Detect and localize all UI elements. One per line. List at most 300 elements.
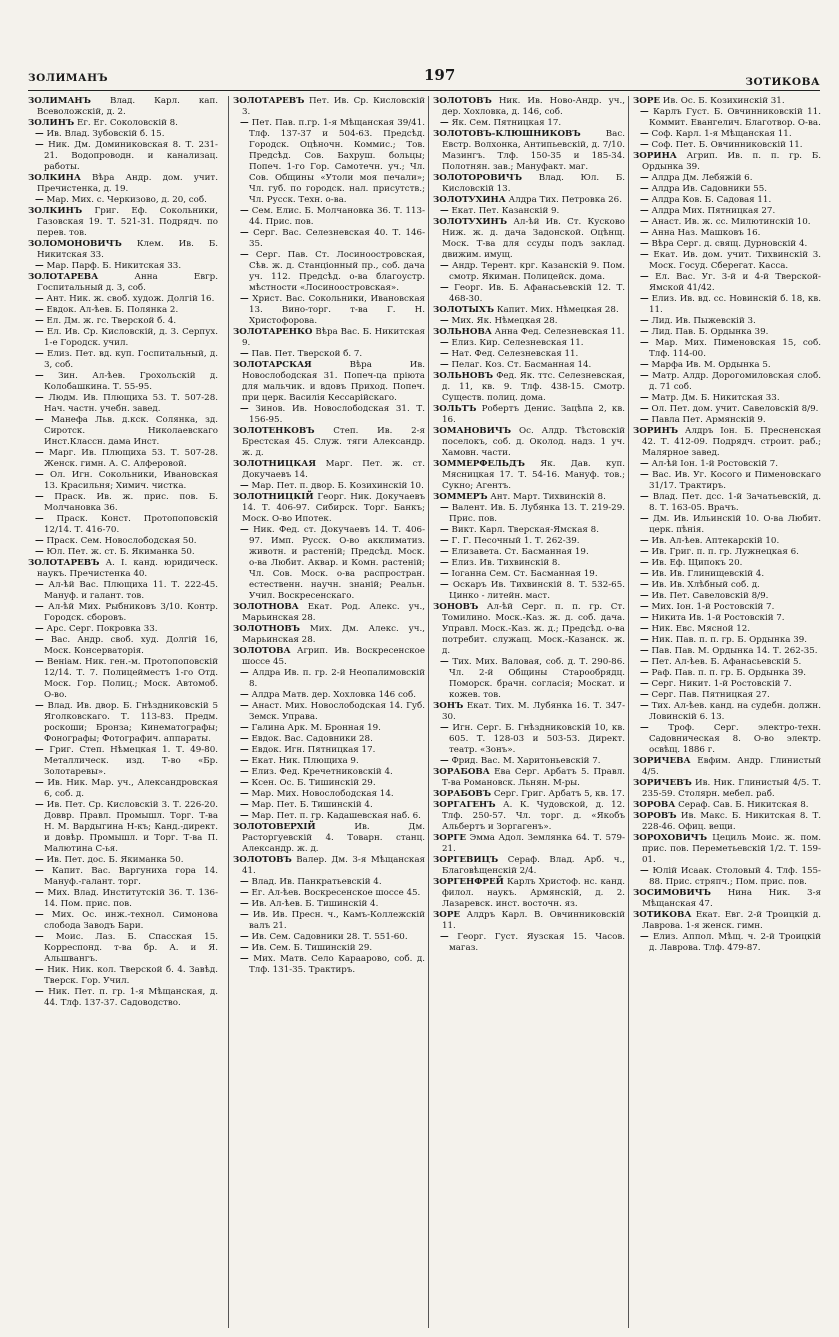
- entry-details: Ева Серг. Арбатъ 5. Правл. Т-ва Романовск. Льнян. М-ры.: [442, 767, 625, 788]
- entry-details: Мих. Матв. Село Караарово, соб. д. Тлф. 131-35. Трактиръ.: [249, 954, 425, 975]
- entry-dash: —: [240, 481, 249, 491]
- directory-sub-entry: [233, 745, 425, 756]
- entry-surname: ЗОРЕ: [633, 96, 660, 106]
- directory-entry: [233, 96, 425, 118]
- entry-dash: —: [440, 536, 449, 546]
- entry-surname: ЗОЛОТЫХЪ: [433, 305, 495, 315]
- entry-surname: ЗОРГЕВИЦЪ: [433, 855, 499, 865]
- entry-surname: ЗОРИНА: [633, 151, 677, 161]
- directory-sub-entry: [433, 547, 625, 558]
- directory-sub-entry: [633, 866, 821, 888]
- directory-sub-entry: [633, 327, 821, 338]
- directory-columns: [28, 96, 820, 1328]
- directory-sub-entry: [28, 140, 218, 173]
- entry-dash: —: [35, 195, 44, 205]
- directory-column-3: [428, 96, 625, 1328]
- entry-details: Пав. Пет. Тверской б. 7.: [251, 349, 363, 359]
- entry-surname: ЗОЛОТНОВА: [233, 602, 299, 612]
- entry-details: Ник. Евс. Мясной 12.: [651, 624, 751, 634]
- directory-sub-entry: [633, 393, 821, 404]
- directory-entry: [433, 910, 625, 932]
- entry-details: Анна Евгр. Госпитальный д. 3, соб.: [37, 272, 218, 293]
- entry-details: Мих. Ос. инж.-технол. Симонова слобода Заводъ Бари.: [44, 910, 218, 931]
- entry-dash: —: [35, 448, 44, 458]
- entry-dash: —: [240, 767, 249, 777]
- directory-entry: [233, 624, 425, 646]
- entry-details: Пелаг. Коз. Ст. Басманная 14.: [451, 360, 592, 370]
- entry-details: Лид. Ив. Пыжевскій 3.: [651, 316, 756, 326]
- entry-details: Алдра Ив. Садовники 55.: [651, 184, 768, 194]
- directory-sub-entry: [233, 228, 425, 250]
- entry-details: Ал-ѣй Вас. Плющиха 11. Т. 222-45. Мануф. и галант. тов.: [44, 580, 218, 601]
- entry-surname: ЗОРГЕ: [433, 833, 466, 843]
- entry-details: Сем. Елис. Б. Молчановка 36. Т. 113-44. Прис. пов.: [249, 206, 425, 227]
- entry-details: Людм. Ив. Плющиха 53. Т. 507-28. Нач. частн. учебн. завед.: [44, 393, 218, 414]
- directory-sub-entry: [633, 360, 821, 371]
- entry-details: Робертъ Денис. Зацѣпа 2, кв. 16.: [442, 404, 625, 425]
- page-header: [28, 66, 820, 92]
- entry-surname: ЗОРИНЪ: [633, 426, 679, 436]
- directory-sub-entry: [633, 173, 821, 184]
- entry-dash: —: [240, 228, 249, 238]
- entry-details: Вас. Евстр. Волхонка, Антипьевскій, д. 7/10. Мазингъ. Тлф. 150-35 и 185-34. Полотнян. зав.; Мануфакт. маг.: [442, 129, 625, 172]
- entry-details: Алдръ Іон. Б. Пресненская 42. Т. 412-09. Подрядч. строит. раб.; Малярное завед.: [642, 426, 821, 458]
- entry-dash: —: [240, 525, 249, 535]
- entry-dash: —: [440, 525, 449, 535]
- entry-details: Влад. Ив. двор. Б. Гнѣздниковскій 5 Яголковскаго. Т. 113-83. Предм. роскоши; Бронза; Кинематографы; Фонографы; Фотографич. аппараты.: [44, 701, 218, 744]
- directory-sub-entry: [433, 932, 625, 954]
- entry-details: А. К. Чудовской, д. 12. Тлф. 250-57. Чл. торг. д. «Якобъ Альбертъ и Зоргагенъ».: [442, 800, 625, 832]
- entry-details: Як. Сем. Пятницкая 17.: [451, 118, 562, 128]
- entry-dash: —: [640, 470, 649, 480]
- entry-dash: —: [640, 723, 649, 733]
- entry-details: Агрип. Ив. п. п. гр. Б. Ордынка 39.: [642, 151, 821, 172]
- entry-details: Марфа Ив. М. Ордынка 5.: [651, 360, 771, 370]
- directory-entry: [233, 459, 425, 481]
- directory-entry: [433, 855, 625, 877]
- directory-entry: [633, 96, 821, 107]
- entry-details: Марг. Пет. ж. ст. Докучаевъ 14.: [242, 459, 425, 480]
- entry-details: Цециль Моис. ж. пом. прис. пов. Переметьевскій 1/2. Т. 159-01.: [642, 833, 821, 865]
- entry-dash: —: [240, 690, 249, 700]
- directory-sub-entry: [233, 756, 425, 767]
- entry-dash: —: [640, 646, 649, 656]
- directory-sub-entry: [233, 767, 425, 778]
- directory-sub-entry: [233, 811, 425, 822]
- entry-surname: ЗОЛКИНЪ: [28, 206, 83, 216]
- entry-surname: ЗОЛОТЕНКОВЪ: [233, 426, 315, 436]
- entry-details: Ник. Ник. кол. Тверской б. 4. Завѣд. Тверск. Гор. Учил.: [44, 965, 218, 986]
- directory-entry: [633, 800, 821, 811]
- directory-sub-entry: [633, 470, 821, 492]
- entry-dash: —: [35, 932, 44, 942]
- entry-details: Эмма Адол. Землянка 64. Т. 579-21.: [442, 833, 625, 854]
- entry-details: Елиз. Ив. вд. сс. Новинскій б. 18, кв. 11.: [649, 294, 821, 315]
- entry-details: Ег. Ег. Соколовскій 8.: [77, 118, 178, 128]
- entry-dash: —: [240, 899, 249, 909]
- directory-sub-entry: [633, 613, 821, 624]
- directory-sub-entry: [233, 206, 425, 228]
- entry-dash: —: [640, 580, 649, 590]
- entry-details: Матр. Алдр. Дорогомиловская слоб. д. 71 соб.: [649, 371, 821, 392]
- directory-entry: [433, 195, 625, 206]
- entry-surname: ЗОРЕ: [433, 910, 460, 920]
- directory-entry: [433, 800, 625, 833]
- directory-sub-entry: [433, 657, 625, 701]
- entry-dash: —: [35, 580, 44, 590]
- entry-details: Соф. Карл. 1-я Мѣщанская 11.: [651, 129, 792, 139]
- entry-surname: ЗОРОВА: [633, 800, 676, 810]
- directory-sub-entry: [433, 723, 625, 756]
- entry-dash: —: [35, 470, 44, 480]
- entry-dash: —: [640, 602, 649, 612]
- directory-sub-entry: [633, 250, 821, 272]
- entry-dash: —: [440, 723, 449, 733]
- entry-details: Галина Арк. М. Бронная 19.: [251, 723, 381, 733]
- entry-details: Праск. Конст. Протопоповскій 12/14. Т. 416-70.: [44, 514, 218, 535]
- entry-details: Сераф. Сав. Б. Никитская 8.: [678, 800, 809, 810]
- entry-details: Андр. Терент. крг. Казанскій 9. Пом. смотр. Якиман. Полицейск. дома.: [449, 261, 625, 282]
- directory-sub-entry: [28, 195, 218, 206]
- entry-details: Зинов. Ив. Новослободская 31. Т. 156-95.: [249, 404, 425, 425]
- entry-dash: —: [35, 635, 44, 645]
- directory-sub-entry: [633, 195, 821, 206]
- entry-details: Ал-ѣй Мих. Рыбниковъ 3/10. Контр. Городск. сборовъ.: [44, 602, 218, 623]
- entry-details: Пав. Пав. М. Ордынка 14. Т. 262-35.: [651, 646, 818, 656]
- entry-dash: —: [240, 877, 249, 887]
- entry-details: Серг. Григ. Арбатъ 5, кв. 17.: [493, 789, 625, 799]
- entry-details: Ив. Ос. Б. Козихинскій 31.: [662, 96, 785, 106]
- directory-entry: [633, 778, 821, 800]
- entry-details: Христ. Вас. Сокольники, Ивановская 13. Вино-торг. т-ва Г. Н. Христофорова.: [249, 294, 425, 326]
- directory-sub-entry: [433, 580, 625, 602]
- entry-details: Соф. Пет. Б. Овчинниковскій 11.: [651, 140, 803, 150]
- entry-surname: ЗОЛОТОВЪ: [233, 855, 292, 865]
- entry-details: Мих. Дм. Алекс. уч., Марьинская 28.: [242, 624, 425, 645]
- entry-details: Манефа Льв. д.кск. Солянка, зд. Сиротск. Николаевскаго Инст.Классн. дама Инст.: [44, 415, 218, 447]
- entry-details: Ал-ѣй Серг. п. п. гр. Ст. Томилино. Моск.-Каз. ж. д. соб. дача. Управл. Моск.-Каз. ж. д.; Предсѣд. о-ва потребит. служащ. Моск.-Казанск. ж. д.: [442, 602, 625, 656]
- entry-details: Фед. Як. ттс. Селезневская, д. 11, кв. 9. Тлф. 438-15. Смотр. Существ. полиц. дома.: [442, 371, 625, 403]
- entry-dash: —: [440, 657, 449, 667]
- directory-sub-entry: [233, 404, 425, 426]
- directory-sub-entry: [633, 646, 821, 657]
- entry-details: Ник. Фед. ст. Докучаевъ 14. Т. 406-97. Имп. Русск. О-во акклиматиз. животн. и растеній; Предсѣд. Моск. о-ва Любит. Аквар. и Комн. растеній; Чл. Сов. Моск. о-ва распростран. естественн. научн. знаній; Реальн. Учил. Воскресенскаго.: [249, 525, 425, 601]
- entry-dash: —: [640, 316, 649, 326]
- entry-details: Анаст. Мих. Новослободская 14. Губ. Земск. Управа.: [249, 701, 425, 722]
- entry-details: Капит. Мих. Нѣмецкая 28.: [496, 305, 619, 315]
- directory-sub-entry: [433, 525, 625, 536]
- entry-details: Ив. Макс. Б. Никитская 8. Т. 228-46. Офиц. вещи.: [642, 811, 821, 832]
- entry-dash: —: [35, 514, 44, 524]
- entry-surname: ЗОСИМОВИЧЪ: [633, 888, 711, 898]
- entry-details: Оскаръ Ив. Тихвинскій 8. Т. 532-65. Цинко - литейн. маст.: [449, 580, 625, 601]
- directory-sub-entry: [633, 184, 821, 195]
- directory-sub-entry: [28, 580, 218, 602]
- directory-entry: [433, 305, 625, 316]
- directory-sub-entry: [233, 481, 425, 492]
- entry-dash: —: [35, 888, 44, 898]
- directory-sub-entry: [633, 316, 821, 327]
- entry-dash: —: [440, 558, 449, 568]
- entry-dash: —: [240, 734, 249, 744]
- directory-sub-entry: [28, 800, 218, 855]
- entry-details: Ив. Пет. дос. Б. Якиманка 50.: [46, 855, 184, 865]
- entry-details: Алдра Ков. Б. Садовая 11.: [651, 195, 772, 205]
- entry-dash: —: [35, 855, 44, 865]
- entry-dash: —: [240, 206, 249, 216]
- directory-sub-entry: [28, 855, 218, 866]
- directory-sub-entry: [28, 635, 218, 657]
- directory-sub-entry: [633, 107, 821, 129]
- entry-details: Алдра Матв. дер. Хохловка 146 соб.: [251, 690, 417, 700]
- entry-details: Влад. Юл. Б. Кисловскій 13.: [442, 173, 625, 194]
- directory-sub-entry: [433, 569, 625, 580]
- directory-sub-entry: [28, 470, 218, 492]
- entry-details: Алдръ Карл. В. Овчинниковскій 11.: [442, 910, 625, 931]
- entry-dash: —: [640, 206, 649, 216]
- directory-entry: [233, 822, 425, 855]
- entry-details: Евдок. Вас. Садовники 28.: [251, 734, 373, 744]
- directory-sub-entry: [633, 723, 821, 756]
- entry-surname: ЗОЛОТОВЕРХІЙ: [233, 822, 316, 832]
- entry-dash: —: [440, 349, 449, 359]
- entry-details: Мих. Влад. Институтскій 36. Т. 136-14. Пом. прис. пов.: [44, 888, 218, 909]
- entry-details: Вас. Андр. своб. худ. Долгій 16, Моск. Консерваторія.: [44, 635, 218, 656]
- directory-entry: [433, 327, 625, 338]
- entry-surname: ЗОЛОТНОВЪ: [233, 624, 300, 634]
- header-rule: [28, 90, 820, 91]
- entry-details: Анна Наз. Машковъ 16.: [651, 228, 761, 238]
- entry-dash: —: [240, 932, 249, 942]
- entry-dash: —: [440, 316, 449, 326]
- entry-dash: —: [440, 503, 449, 513]
- entry-details: Карлъ Густ. Б. Овчинниковскій 11. Коммит. Евангелич. Благотвор. О-ва.: [649, 107, 821, 128]
- directory-entry: [433, 129, 625, 173]
- directory-entry: [433, 426, 625, 459]
- entry-dash: —: [35, 261, 44, 271]
- directory-sub-entry: [233, 349, 425, 360]
- entry-dash: —: [640, 360, 649, 370]
- entry-surname: ЗОЛОТНИЦКАЯ: [233, 459, 316, 469]
- directory-sub-entry: [433, 261, 625, 283]
- entry-details: Ант. Ник. ж. своб. худож. Долгій 16.: [46, 294, 215, 304]
- entry-details: Екат. Ник. Плющиха 9.: [251, 756, 359, 766]
- directory-sub-entry: [633, 547, 821, 558]
- directory-sub-entry: [433, 206, 625, 217]
- entry-dash: —: [640, 624, 649, 634]
- entry-details: Агрип. Ив. Воскресенское шоссе 45.: [242, 646, 425, 667]
- entry-details: Елизавета. Ст. Басманная 19.: [451, 547, 589, 557]
- entry-details: Влад. Пет. дсс. 1-й Зачатьевскій, д. 8. Т. 163-05. Врачъ.: [649, 492, 821, 513]
- directory-sub-entry: [233, 877, 425, 888]
- directory-entry: [433, 459, 625, 492]
- directory-entry: [633, 426, 821, 459]
- entry-details: Вѣра Ив. Новослободская 31. Попеч-ца пріюта для мальчик. и вдовъ Приход. Попеч. при церк. Василія Кессарійскаго.: [242, 360, 425, 403]
- entry-surname: ЗОЛОТНИЦКІЙ: [233, 492, 314, 502]
- entry-dash: —: [240, 888, 249, 898]
- entry-dash: —: [440, 569, 449, 579]
- entry-dash: —: [640, 536, 649, 546]
- entry-details: Ел. Вас. Уг. 3-й и 4-й Тверской-Ямской 41/42.: [649, 272, 821, 293]
- entry-surname: ЗОЛЬНОВА: [433, 327, 492, 337]
- entry-details: Мар. Парф. Б. Никитская 33.: [46, 261, 182, 271]
- entry-dash: —: [440, 932, 449, 942]
- entry-surname: ЗОЛОМОНОВИЧЪ: [28, 239, 122, 249]
- directory-sub-entry: [28, 305, 218, 316]
- entry-details: Ксен. Ос. Б. Тишинскій 29.: [251, 778, 376, 788]
- directory-sub-entry: [233, 250, 425, 294]
- entry-dash: —: [640, 239, 649, 249]
- directory-sub-entry: [633, 668, 821, 679]
- entry-dash: —: [640, 668, 649, 678]
- entry-details: Ив. Сем. Садовники 28. Т. 551-60.: [251, 932, 408, 942]
- entry-details: Георг. Ив. Б. Афанасьевскій 12. Т. 468-30.: [449, 283, 625, 304]
- entry-surname: ЗОЛЬНОВЪ: [433, 371, 494, 381]
- directory-entry: [28, 118, 218, 129]
- entry-dash: —: [240, 404, 249, 414]
- entry-details: Серг. Никит. 1-й Ростовскій 7.: [651, 679, 792, 689]
- directory-sub-entry: [433, 503, 625, 525]
- entry-details: Ив. Сем. Б. Тишинскій 29.: [251, 943, 373, 953]
- running-head-right: ЗОТИКОВА: [745, 76, 820, 88]
- entry-details: Ив. Еф. Щипокъ 20.: [651, 558, 743, 568]
- entry-details: Григ. Степ. Нѣмецкая 1. Т. 49-80. Металлическ. изд. Т-во «Бр. Золотаревы».: [44, 745, 218, 777]
- directory-sub-entry: [633, 690, 821, 701]
- entry-details: Праск. Ив. ж. прис. пов. Б. Молчановка 36.: [44, 492, 218, 513]
- entry-details: Ив. Ник. Мар. уч., Александровская 6, соб. д.: [44, 778, 218, 799]
- directory-sub-entry: [233, 525, 425, 602]
- entry-details: Арс. Серг. Покровка 33.: [46, 624, 158, 634]
- entry-details: Моис. Лаз. Б. Спасская 15. Корреспонд. т-ва бр. А. и Я. Альшвангъ.: [44, 932, 218, 964]
- directory-entry: [233, 855, 425, 877]
- entry-dash: —: [35, 987, 44, 997]
- entry-details: Лид. Пав. Б. Ордынка 39.: [651, 327, 769, 337]
- entry-surname: ЗОЛОТАРЕВЪ: [233, 96, 305, 106]
- entry-details: Зин. Ал-ѣев. Грохольскій д. Колобашкина. Т. 55-95.: [44, 371, 218, 392]
- entry-dash: —: [640, 195, 649, 205]
- entry-surname: ЗОЛОТУХИНЪ: [433, 217, 508, 227]
- directory-entry: [433, 767, 625, 789]
- entry-surname: ЗОРИЧЕВЪ: [633, 778, 692, 788]
- entry-details: Нина Ник. 3-я Мѣщанская 47.: [642, 888, 821, 909]
- directory-sub-entry: [28, 910, 218, 932]
- entry-details: Троф. Серг. электро-техн. Садовническая 8. О-во электр. освѣщ. 1886 г.: [649, 723, 821, 755]
- entry-details: Фрид. Вас. М. Харитоньевскій 7.: [451, 756, 601, 766]
- directory-entry: [233, 360, 425, 404]
- entry-details: Як. Дав. куп. Мясницкая 17. Т. 54-16. Мануф. тов.; Сукно; Агентъ.: [442, 459, 625, 491]
- entry-dash: —: [35, 965, 44, 975]
- entry-surname: ЗОЛОТАРЕНКО: [233, 327, 313, 337]
- entry-details: Елиз. Ив. Тихвинскій 8.: [451, 558, 561, 568]
- entry-dash: —: [240, 349, 249, 359]
- entry-details: Серг. Пав. Ст. Лосиноостровская, Сѣв. ж. д. Станціонный пр., соб. дача уч. 112. Предсѣд. о-ва благоустр. мѣстности «Лосиноостровская».: [249, 250, 425, 293]
- entry-details: Екат. Род. Алекс. уч., Марьинская 28.: [242, 602, 425, 623]
- directory-entry: [433, 404, 625, 426]
- entry-details: Тих. Ал-ѣев. канд. на судебн. должн. Ловинскій 6. 13.: [649, 701, 821, 722]
- directory-sub-entry: [28, 415, 218, 448]
- directory-entry: [28, 558, 218, 580]
- directory-sub-entry: [633, 228, 821, 239]
- entry-details: Ив. Ал-ѣев. Аптекарскій 10.: [651, 536, 780, 546]
- entry-details: Пет. Ив. Ср. Кисловскій 3.: [242, 96, 425, 117]
- directory-sub-entry: [233, 723, 425, 734]
- entry-details: Серг. Пав. Пятницкая 27.: [651, 690, 770, 700]
- entry-details: Веніам. Ник. ген.-м. Протопоповскій 12/14. Т. 7. Полицейместъ 1-го Отд. Моск. Гор. Полиц.; Моск. Автомоб. О-во.: [44, 657, 218, 700]
- directory-sub-entry: [433, 536, 625, 547]
- entry-details: Ив. Григ. п. п. гр. Лужнецкая 6.: [651, 547, 799, 557]
- directory-column-4: [628, 96, 821, 1328]
- entry-details: Алдра Ив. п. гр. 2-й Неопалимовскій 8.: [249, 668, 425, 689]
- directory-sub-entry: [28, 745, 218, 778]
- entry-dash: —: [35, 349, 44, 359]
- entry-dash: —: [640, 327, 649, 337]
- directory-sub-entry: [633, 569, 821, 580]
- entry-details: Сераф. Влад. Арб. ч., Благовѣщенскій 2/4.: [442, 855, 625, 876]
- directory-sub-entry: [633, 514, 821, 536]
- directory-sub-entry: [633, 536, 821, 547]
- entry-dash: —: [240, 118, 249, 128]
- entry-dash: —: [640, 635, 649, 645]
- directory-sub-entry: [233, 294, 425, 327]
- entry-dash: —: [35, 547, 44, 557]
- entry-dash: —: [640, 591, 649, 601]
- entry-details: Ив. Влад. Зубовскій б. 15.: [46, 129, 165, 139]
- entry-surname: ЗОРГЕНФРЕЙ: [433, 877, 504, 887]
- entry-details: Мар. Мих. с. Черкизово, д. 20, соб.: [46, 195, 207, 205]
- entry-surname: ЗОТИКОВА: [633, 910, 692, 920]
- directory-sub-entry: [28, 866, 218, 888]
- entry-details: Екат. Евг. 2-й Троицкій д. Лаврова. 1-я женск. гимн.: [642, 910, 821, 931]
- entry-dash: —: [240, 723, 249, 733]
- entry-dash: —: [640, 459, 649, 469]
- entry-details: Екат. Ив. дом. учит. Тихвинскій 3. Моск. Госуд. Сберегат. Касса.: [649, 250, 821, 271]
- directory-sub-entry: [233, 118, 425, 206]
- directory-sub-entry: [28, 371, 218, 393]
- entry-surname: ЗОЛИМАНЪ: [28, 96, 91, 106]
- directory-sub-entry: [633, 679, 821, 690]
- entry-dash: —: [440, 283, 449, 293]
- entry-details: Іоганна Сем. Ст. Басманная 19.: [451, 569, 598, 579]
- directory-sub-entry: [633, 558, 821, 569]
- entry-dash: —: [640, 690, 649, 700]
- directory-sub-entry: [233, 701, 425, 723]
- entry-surname: ЗОРАБОВА: [433, 767, 490, 777]
- directory-entry: [633, 811, 821, 833]
- entry-dash: —: [35, 305, 44, 315]
- entry-details: Ив. Ник. Глинистый 4/5. Т. 235-59. Столярн. мебел. раб.: [642, 778, 821, 799]
- directory-entry: [633, 833, 821, 866]
- entry-dash: —: [640, 492, 649, 502]
- entry-details: Ник. Дм. Доминиковская 8. Т. 231-21. Водопроводн. и канализац. работы.: [44, 140, 218, 172]
- entry-details: Вѣра Вас. Б. Никитская 9.: [242, 327, 425, 348]
- directory-sub-entry: [28, 349, 218, 371]
- directory-entry: [28, 272, 218, 294]
- entry-details: Г. Г. Песочный 1. Т. 262-39.: [451, 536, 580, 546]
- directory-sub-entry: [433, 349, 625, 360]
- directory-sub-entry: [233, 899, 425, 910]
- directory-entry: [433, 877, 625, 910]
- entry-details: Ел. Ив. Ср. Кисловскій, д. 3. Серпух. 1-е Городск. учил.: [44, 327, 218, 348]
- entry-surname: ЗОРОХОВИЧЪ: [633, 833, 708, 843]
- entry-dash: —: [440, 338, 449, 348]
- entry-surname: ЗОРИЧЕВА: [633, 756, 691, 766]
- directory-sub-entry: [633, 602, 821, 613]
- directory-entry: [233, 492, 425, 525]
- running-head-left: ЗОЛИМАНЪ: [28, 72, 109, 84]
- entry-dash: —: [240, 745, 249, 755]
- entry-details: Валент. Ив. Б. Лубянка 13. Т. 219-29. Прис. пов.: [449, 503, 625, 524]
- entry-details: Елиз. Кир. Селезневская 11.: [451, 338, 584, 348]
